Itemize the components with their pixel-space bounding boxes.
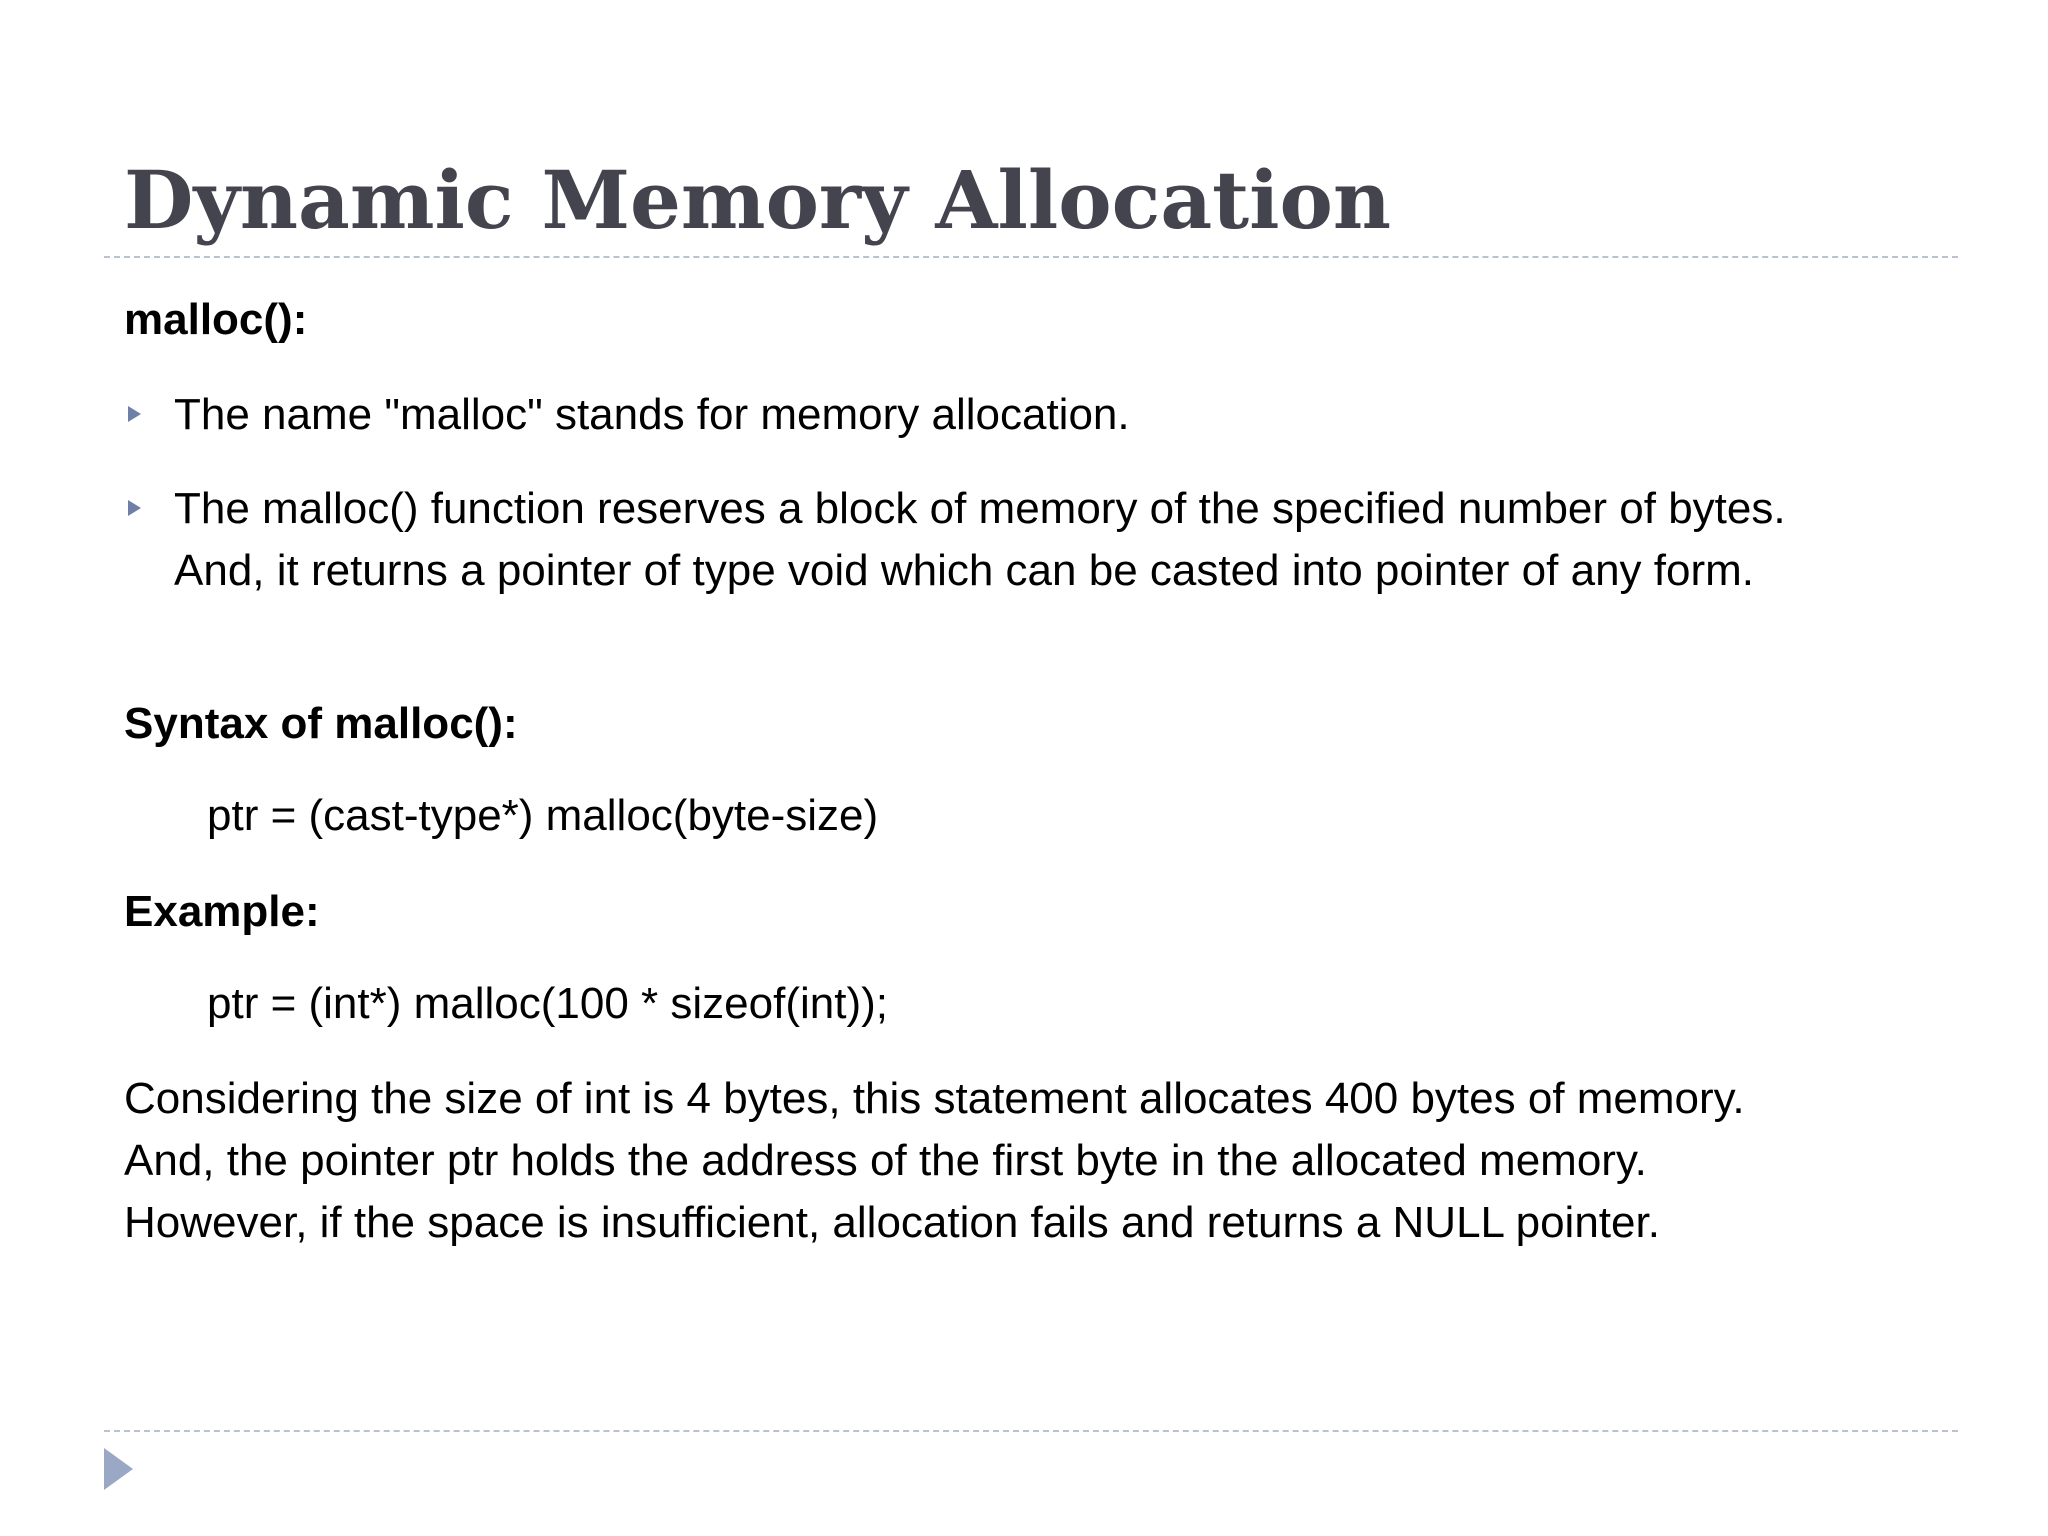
bullet-line: The name "malloc" stands for memory allocation. [174,390,1130,439]
slide-title: Dynamic Memory Allocation [124,153,1392,247]
footer-divider [104,1430,1958,1432]
example-code: ptr = (int*) malloc(100 * sizeof(int)); [207,979,888,1028]
syntax-code: ptr = (cast-type*) malloc(byte-size) [207,791,879,840]
bullet-text [174,478,1786,602]
triangle-right-icon [128,406,141,422]
explanation-line: And, the pointer ptr holds the address of the first byte in the allocated memory. [124,1136,1647,1185]
section-heading-malloc: malloc(): [124,295,308,344]
bullet-line: The malloc() function reserves a block of memory of the specified number of bytes. [174,484,1786,533]
bullet-line: And, it returns a pointer of type void which can be casted into pointer of any form. [174,546,1754,595]
example-heading: Example: [124,887,320,936]
corner-triangle-icon [104,1448,133,1490]
triangle-right-icon [128,500,141,516]
title-divider [104,256,1958,258]
bullet-text [174,384,1130,446]
explanation-line: Considering the size of int is 4 bytes, this statement allocates 400 bytes of memory. [124,1074,1745,1123]
syntax-heading: Syntax of malloc(): [124,699,518,748]
explanation-paragraph [124,1068,1745,1254]
explanation-line: However, if the space is insufficient, allocation fails and returns a NULL pointer. [124,1198,1660,1247]
